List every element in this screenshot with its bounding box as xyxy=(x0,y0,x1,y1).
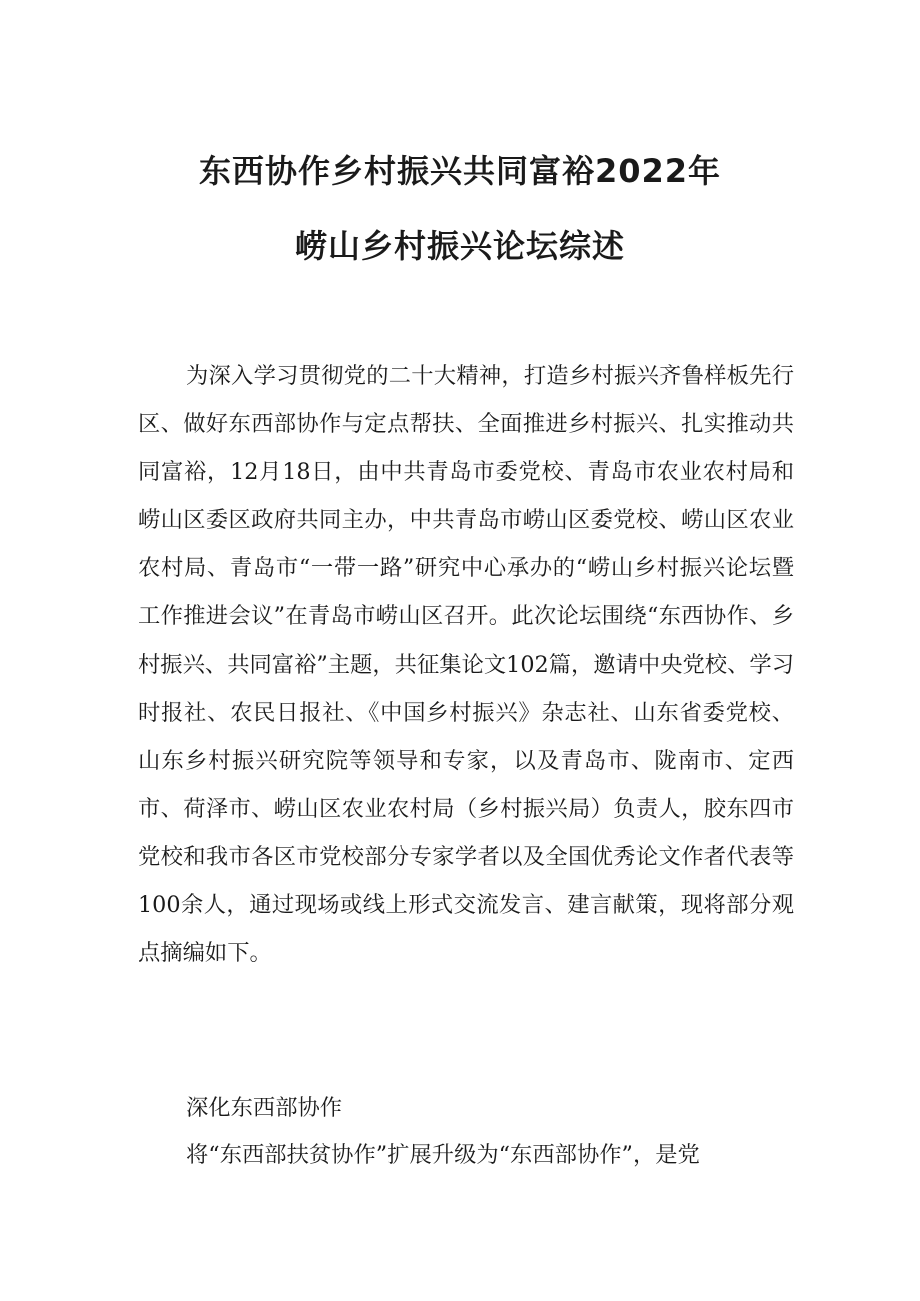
intro-paragraph: 为深入学习贯彻党的二十大精神，打造乡村振兴齐鲁样板先行区、做好东西部协作与定点帮扶、全面推进乡村振兴、扎实推动共同富裕，12月18日，由中共青岛市委党校、青岛市农业农村局和崂山区委区政府共同主办，中共青岛市崂山区委党校、崂山区农业农村局、青岛市“一带一路”研究中心承办的“崂山乡村振兴论坛暨工作推进会议”在青岛市崂山区召开。此次论坛围绕“东西协作、乡村振兴、共同富裕”主题，共征集论文102篇，邀请中央党校、学习时报社、农民日报社、《中国乡村振兴》杂志社、山东省委党校、山东乡村振兴研究院等领导和专家，以及青岛市、陇南市、定西市、荷泽市、崂山区农业农村局（乡村振兴局）负责人，胶东四市党校和我市各区市党校部分专家学者以及全国优秀论文作者代表等100余人，通过现场或线上形式交流发言、建言献策，现将部分观点摘编如下。 xyxy=(138,363,794,967)
document-title-line-1: 东西协作乡村振兴共同富裕2022年 xyxy=(198,152,722,190)
section-heading: 深化东西部协作 xyxy=(186,1095,343,1121)
section-paragraph: 将“东西部扶贫协作”扩展升级为“东西部协作”，是党 xyxy=(186,1142,700,1168)
document-title-line-2: 崂山乡村振兴论坛综述 xyxy=(294,227,625,265)
